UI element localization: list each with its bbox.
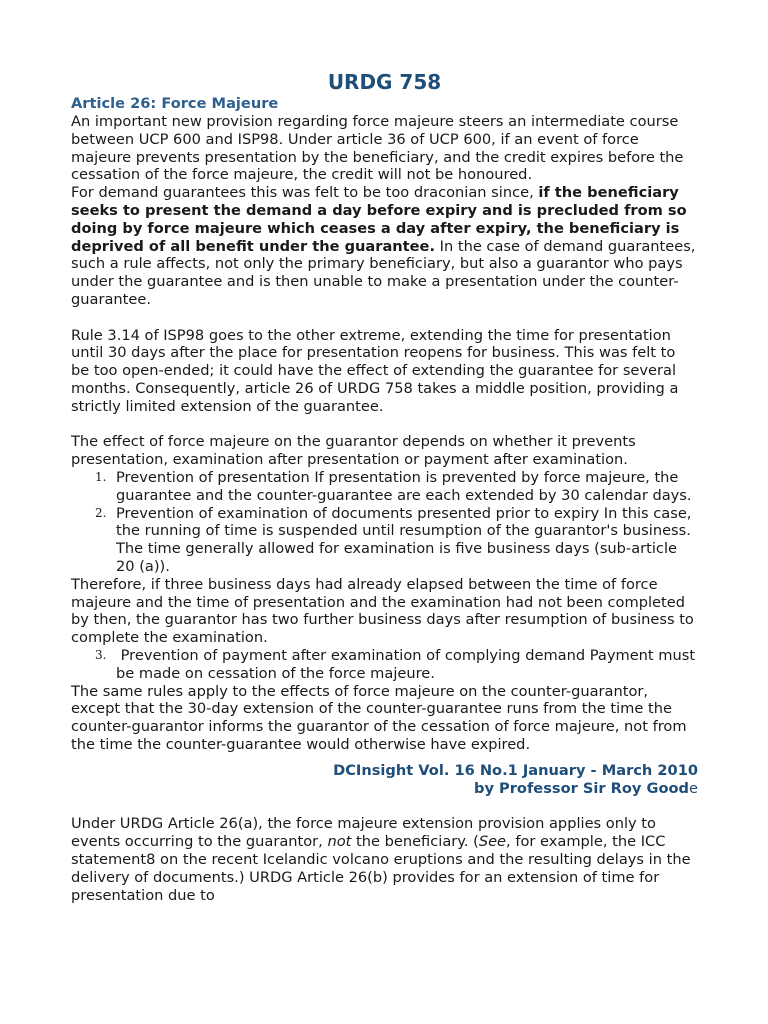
spacer <box>71 798 698 816</box>
intro-bold-text: if the beneficiary seeks to present the demand a day before expiry and is precluded from so doing by force majeure which ceases a day after expiry, the beneficiary is deprived of all benefit under the guarantee. <box>71 184 687 255</box>
list-number: 1. <box>95 469 107 484</box>
page-title: URDG 758 <box>327 70 442 94</box>
list-number: 3. <box>95 647 107 662</box>
author-line <box>71 780 698 798</box>
list-item <box>71 505 698 576</box>
prevention-list-continued <box>71 647 698 683</box>
list-text: Prevention of payment after examination of complying demand Payment must be made on cessation of the force majeure. <box>116 646 700 682</box>
article-heading: Article 26: Force Majeure <box>71 95 279 112</box>
under-text-2: the beneficiary. ( <box>351 833 479 851</box>
spacer <box>71 416 698 434</box>
author-name: by Professor Sir Roy Good <box>474 779 690 797</box>
under-paragraph <box>71 815 698 904</box>
prevention-list <box>71 469 698 576</box>
author-name-last: e <box>689 779 698 797</box>
spacer <box>71 309 698 327</box>
list-text: Prevention of examination of documents presented prior to expiry In this case, the running of time is suspended until resumption of the guarantor's business. The time generally allowed for examination is five business days (sub-article 20 (a)). <box>116 504 692 575</box>
under-italic-not: not <box>327 833 352 851</box>
list-item <box>71 647 698 683</box>
effect-paragraph: The effect of force majeure on the guarantor depends on whether it prevents presentation, examination after presentation or payment after examination. <box>71 433 636 469</box>
list-item <box>71 469 698 505</box>
intro-text: An important new provision regarding force majeure steers an intermediate course between UCP 600 and ISP98. Under article 36 of UCP 600, if an event of force majeure prevents presentation by the beneficiary, and the credit expires before the cessation of the force majeure, the credit will not be honoured. <box>71 113 684 184</box>
under-text-3: , for example, the ICC statement8 on the recent Icelandic volcano eruptions and the resulting delays in the delivery of documents.) URDG Article 26(b) provides for an extension of time for presentation due to <box>71 833 691 904</box>
intro-second-end: In the case of demand guarantees, such a rule affects, not only the primary beneficiary, but also a guarantor who pays under the guarantee and is then unable to make a presentation under the counter-guarantee. <box>71 237 696 308</box>
therefore-paragraph: Therefore, if three business days had already elapsed between the time of force majeure and the time of presentation and the examination had not been completed by then, the guarantor has two further business days after resumption of business to complete the examination. <box>71 575 694 647</box>
under-italic-see: See <box>478 833 507 851</box>
list-number: 2. <box>95 505 107 520</box>
list-text: Prevention of presentation If presentation is prevented by force majeure, the guarantee and the counter-guarantee are each extended by 30 calendar days. <box>116 468 692 504</box>
journal-reference: DCInsight Vol. 16 No.1 January - March 2010 <box>333 761 698 779</box>
under-text-1: Under URDG Article 26(a), the force majeure extension provision applies only to events occurring to the guarantor, <box>71 815 656 851</box>
intro-paragraph <box>71 113 698 309</box>
source-citation <box>71 762 698 798</box>
rule-paragraph: Rule 3.14 of ISP98 goes to the other extreme, extending the time for presentation until 30 days after the place for presentation reopens for business. This was felt to be too open-ended; it could have the effect of extending the guarantee for several months. Consequently, article 26 of URDG 758 takes a middle position, providing a strictly limited extension of the guarantee. <box>71 326 679 415</box>
intro-second-start: For demand guarantees this was felt to be too draconian since, <box>71 184 539 202</box>
same-rules-paragraph: The same rules apply to the effects of force majeure on the counter-guarantor, except that the 30-day extension of the counter-guarantee runs from the time the counter-guarantor informs the guarantor of the cessation of force majeure, not from the time the counter-guarantee would otherwise have expired. <box>71 682 687 753</box>
